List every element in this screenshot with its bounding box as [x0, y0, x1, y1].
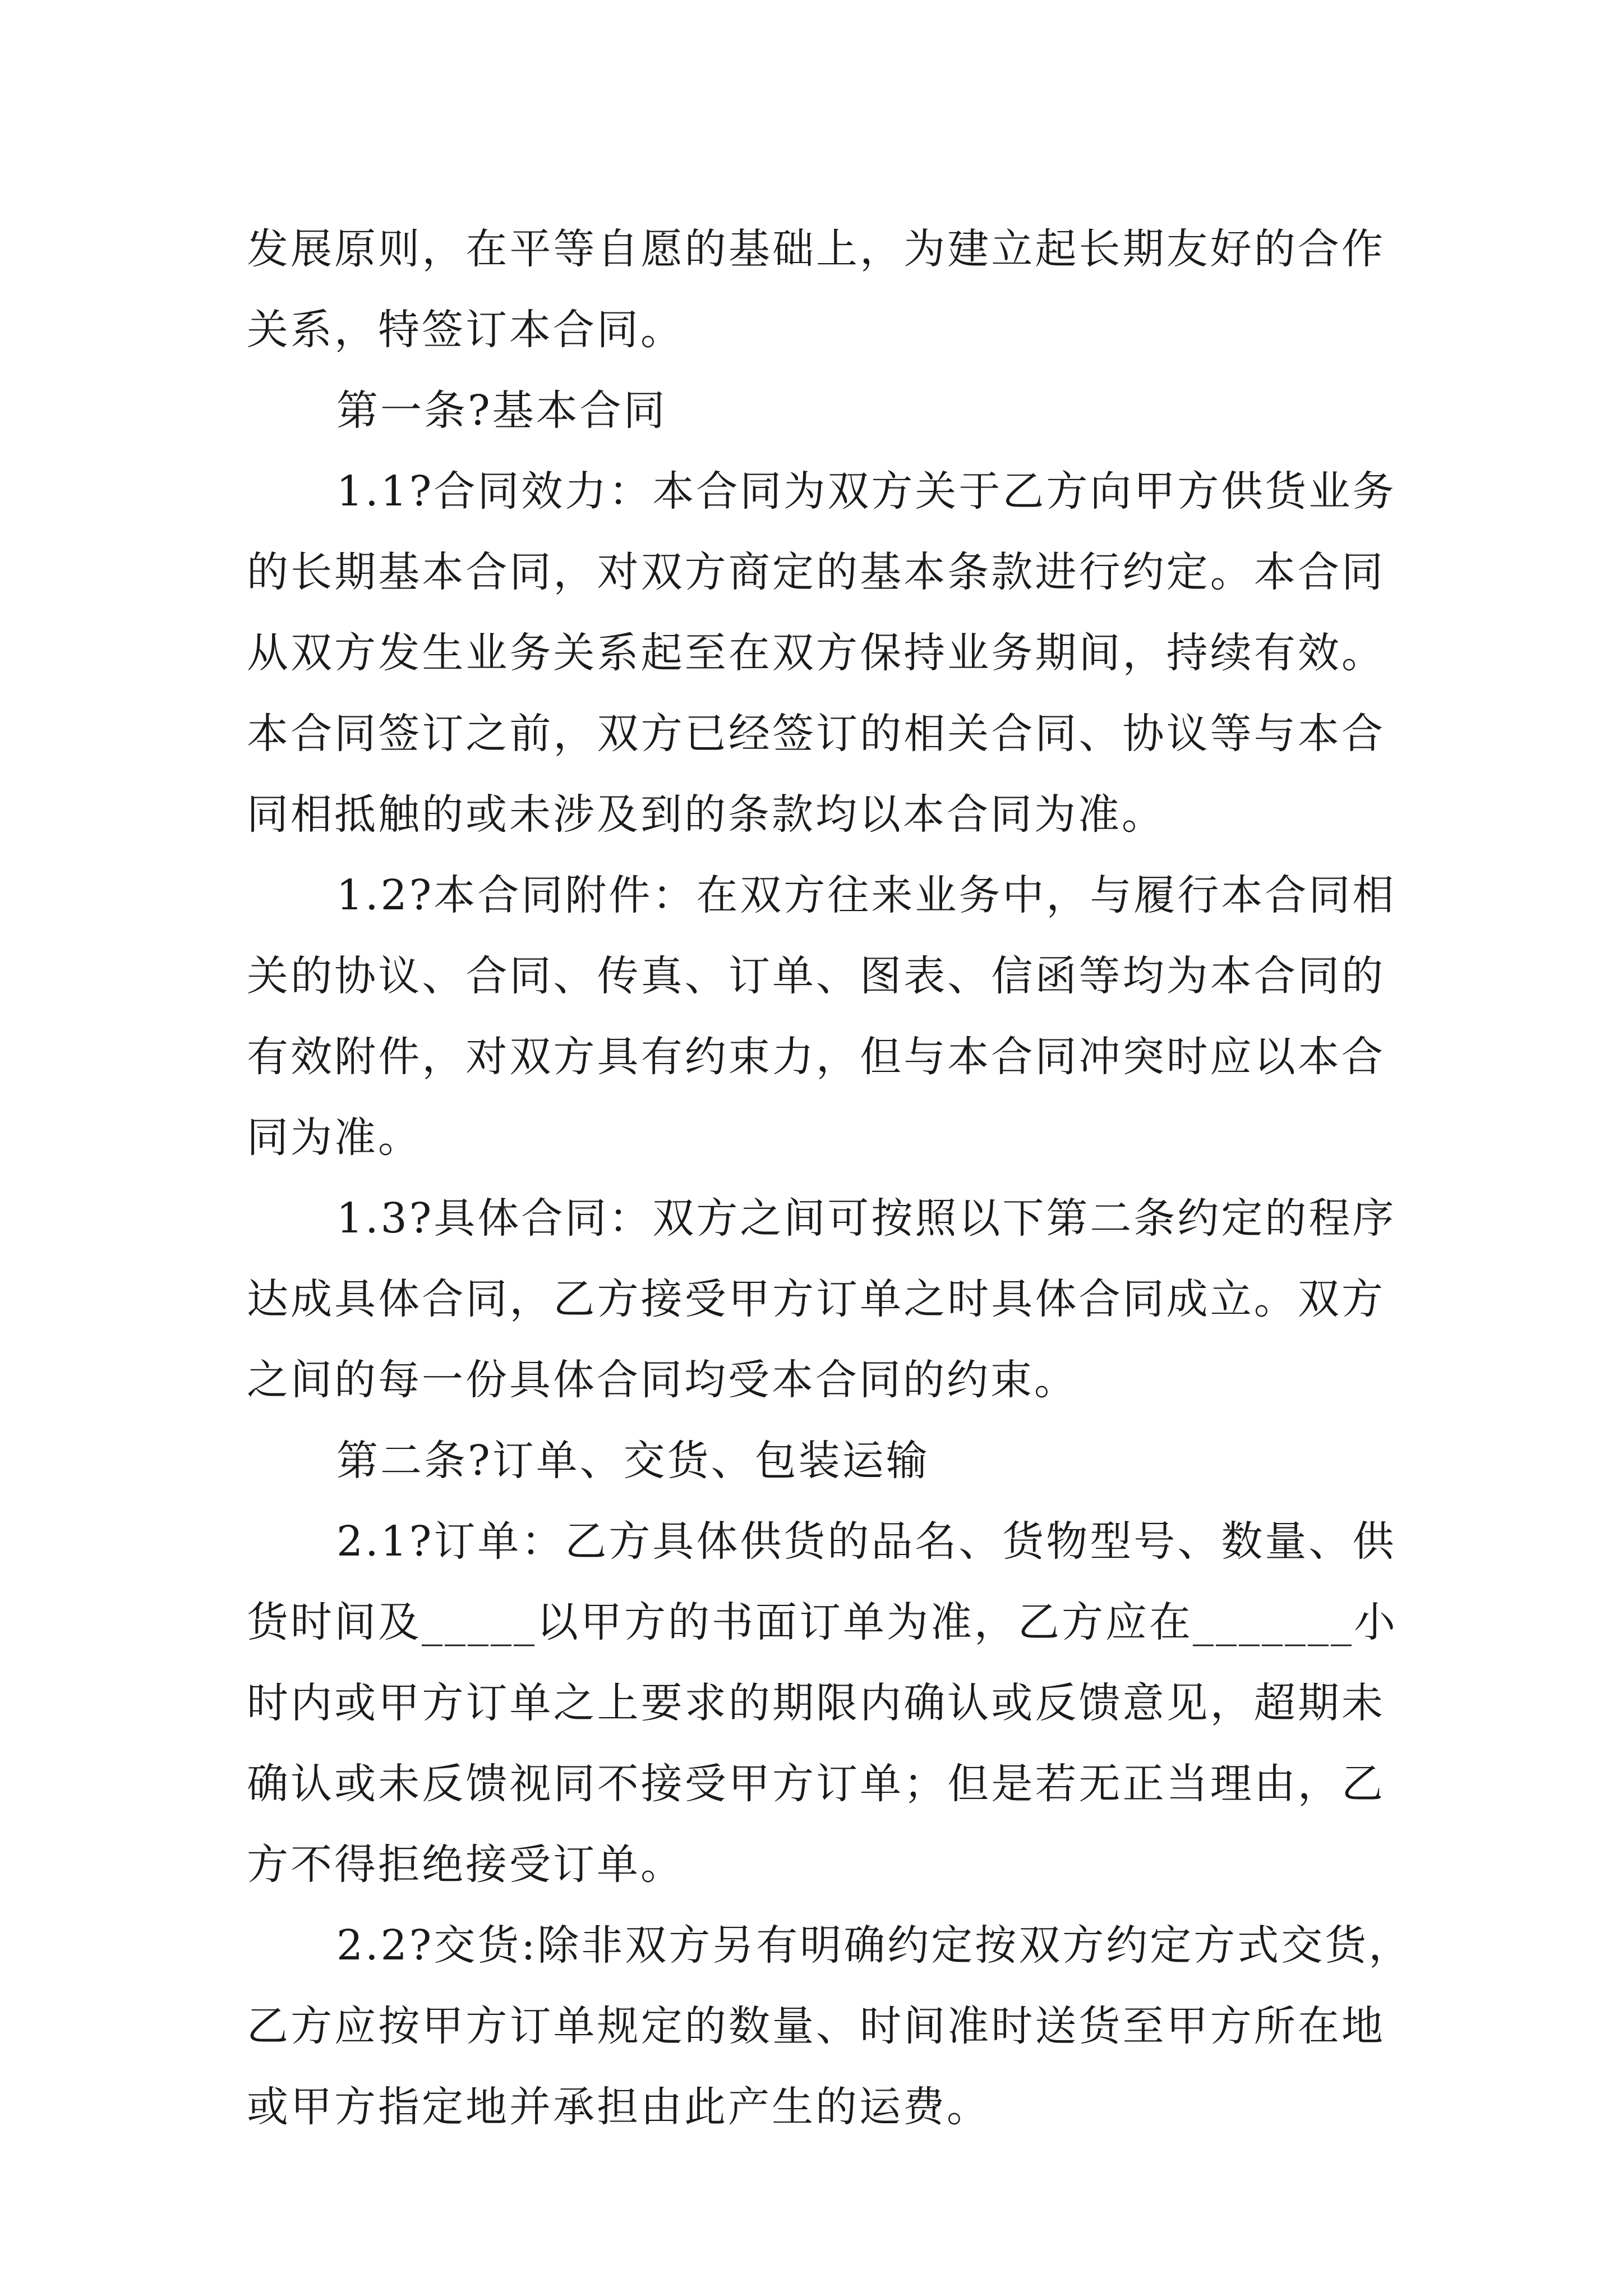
text-line: 第二条?订单、交货、包装运输	[336, 1437, 930, 1485]
text-line: 之间的每一份具体合同均受本合同的约束。	[247, 1356, 1078, 1404]
text-line: 确认或未反馈视同不接受甲方订单；但是若无正当理由，乙	[247, 1760, 1385, 1808]
text-line: 2.2?交货:除非双方另有明确约定按双方约定方式交货，	[336, 1921, 1413, 1970]
text-line: 货时间及_____以甲方的书面订单为准，乙方应在_______小	[247, 1598, 1398, 1646]
text-line: 时内或甲方订单之上要求的期限内确认或反馈意见，超期未	[247, 1679, 1385, 1727]
text-line: 有效附件，对双方具有约束力，但与本合同冲突时应以本合	[247, 1033, 1385, 1081]
text-line: 同为准。	[247, 1114, 422, 1162]
text-line: 本合同签订之前，双方已经签订的相关合同、协议等与本合	[247, 710, 1385, 758]
text-line: 乙方应按甲方订单规定的数量、时间准时送货至甲方所在地	[247, 2002, 1385, 2050]
text-line: 从双方发生业务关系起至在双方保持业务期间，持续有效。	[247, 629, 1385, 677]
text-line: 1.3?具体合同：双方之间可按照以下第二条约定的程序	[336, 1194, 1396, 1243]
text-line: 方不得拒绝接受订单。	[247, 1841, 684, 1889]
text-line: 2.1?订单：乙方具体供货的品名、货物型号、数量、供	[336, 1517, 1396, 1566]
text-line: 同相抵触的或未涉及到的条款均以本合同为准。	[247, 790, 1165, 839]
text-line: 发展原则，在平等自愿的基础上，为建立起长期友好的合作	[247, 225, 1385, 273]
text-line: 关系，特签订本合同。	[247, 306, 684, 354]
text-line: 或甲方指定地并承担由此产生的运费。	[247, 2083, 990, 2131]
text-line: 达成具体合同，乙方接受甲方订单之时具体合同成立。双方	[247, 1275, 1385, 1323]
text-line: 第一条?基本合同	[336, 386, 667, 435]
text-line: 1.1?合同效力：本合同为双方关于乙方向甲方供货业务	[336, 467, 1396, 516]
text-line: 关的协议、合同、传真、订单、图表、信函等均为本合同的	[247, 952, 1385, 1000]
text-line: 1.2?本合同附件：在双方往来业务中，与履行本合同相	[336, 871, 1396, 919]
document-body	[247, 209, 1413, 2147]
text-line: 的长期基本合同，对双方商定的基本条款进行约定。本合同	[247, 548, 1385, 596]
